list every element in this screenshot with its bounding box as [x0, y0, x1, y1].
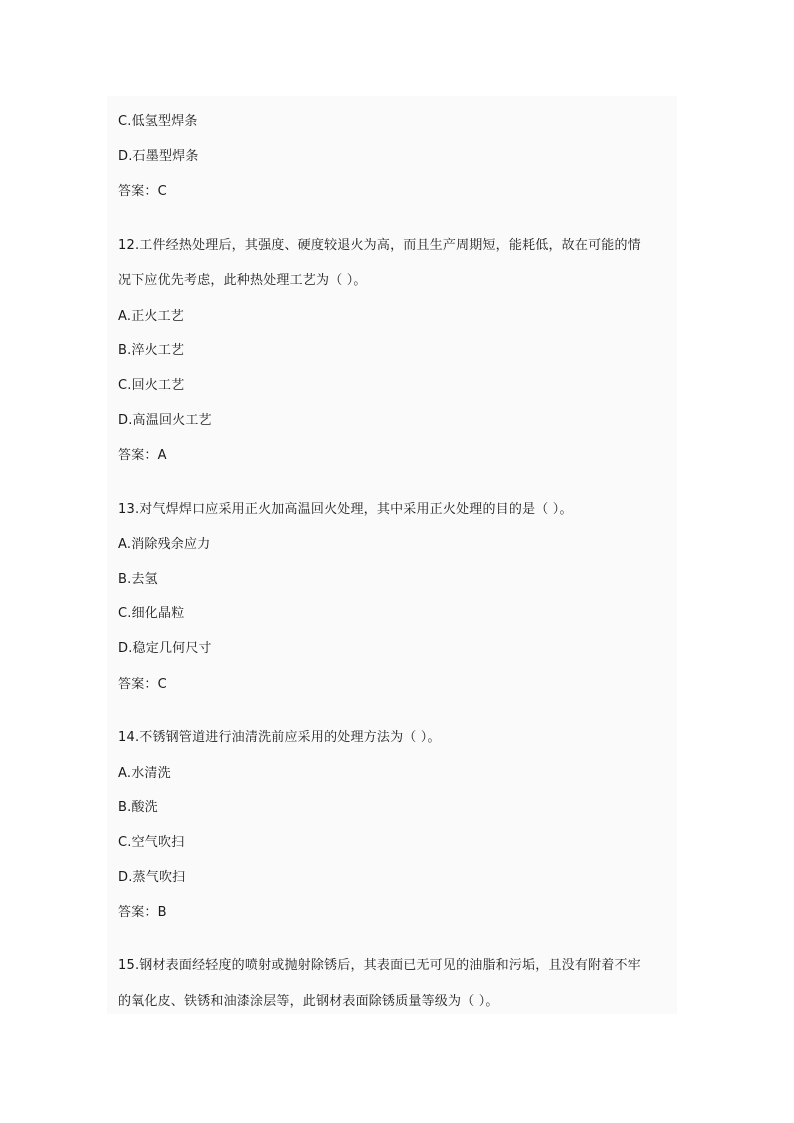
q13-option-a: A.消除残余应力: [118, 537, 211, 552]
q13-option-b: B.去氢: [118, 572, 158, 587]
q14-answer: 答案：B: [118, 905, 167, 920]
q11-answer: 答案：C: [118, 184, 167, 199]
document-page-body: [107, 96, 677, 1014]
q14-option-d: D.蒸气吹扫: [118, 870, 186, 885]
q15-question-line-1: 15.钢材表面经轻度的喷射或抛射除锈后，其表面已无可见的油脂和污垢，且没有附着不牢: [118, 958, 641, 973]
q14-option-a: A.水清洗: [118, 766, 171, 781]
q13-option-c: C.细化晶粒: [118, 606, 185, 621]
q13-question: 13.对气焊焊口应采用正火加高温回火处理，其中采用正火处理的目的是（ ）。: [118, 502, 573, 517]
q13-option-d: D.稳定几何尺寸: [118, 641, 212, 656]
q12-option-d: D.高温回火工艺: [118, 413, 212, 428]
q12-option-a: A.正火工艺: [118, 309, 184, 324]
q12-question-line-1: 12.工件经热处理后，其强度、硬度较退火为高，而且生产周期短，能耗低，故在可能的情: [118, 238, 641, 253]
q15-question-line-2: 的氧化皮、铁锈和油漆涂层等，此钢材表面除锈质量等级为（ ）。: [118, 994, 499, 1009]
q12-question-line-2: 况下应优先考虑，此种热处理工艺为（ ）。: [118, 273, 367, 288]
q13-answer: 答案：C: [118, 677, 167, 692]
q11-option-c: C.低氢型焊条: [118, 114, 198, 129]
q12-option-b: B.淬火工艺: [118, 343, 185, 358]
q11-option-d: D.石墨型焊条: [118, 149, 199, 164]
q12-option-c: C.回火工艺: [118, 378, 185, 393]
q14-option-b: B.酸洗: [118, 800, 158, 815]
q14-question: 14.不锈钢管道进行油清洗前应采用的处理方法为（ ）。: [118, 730, 441, 745]
q12-answer: 答案：A: [118, 448, 167, 463]
q14-option-c: C.空气吹扫: [118, 835, 185, 850]
